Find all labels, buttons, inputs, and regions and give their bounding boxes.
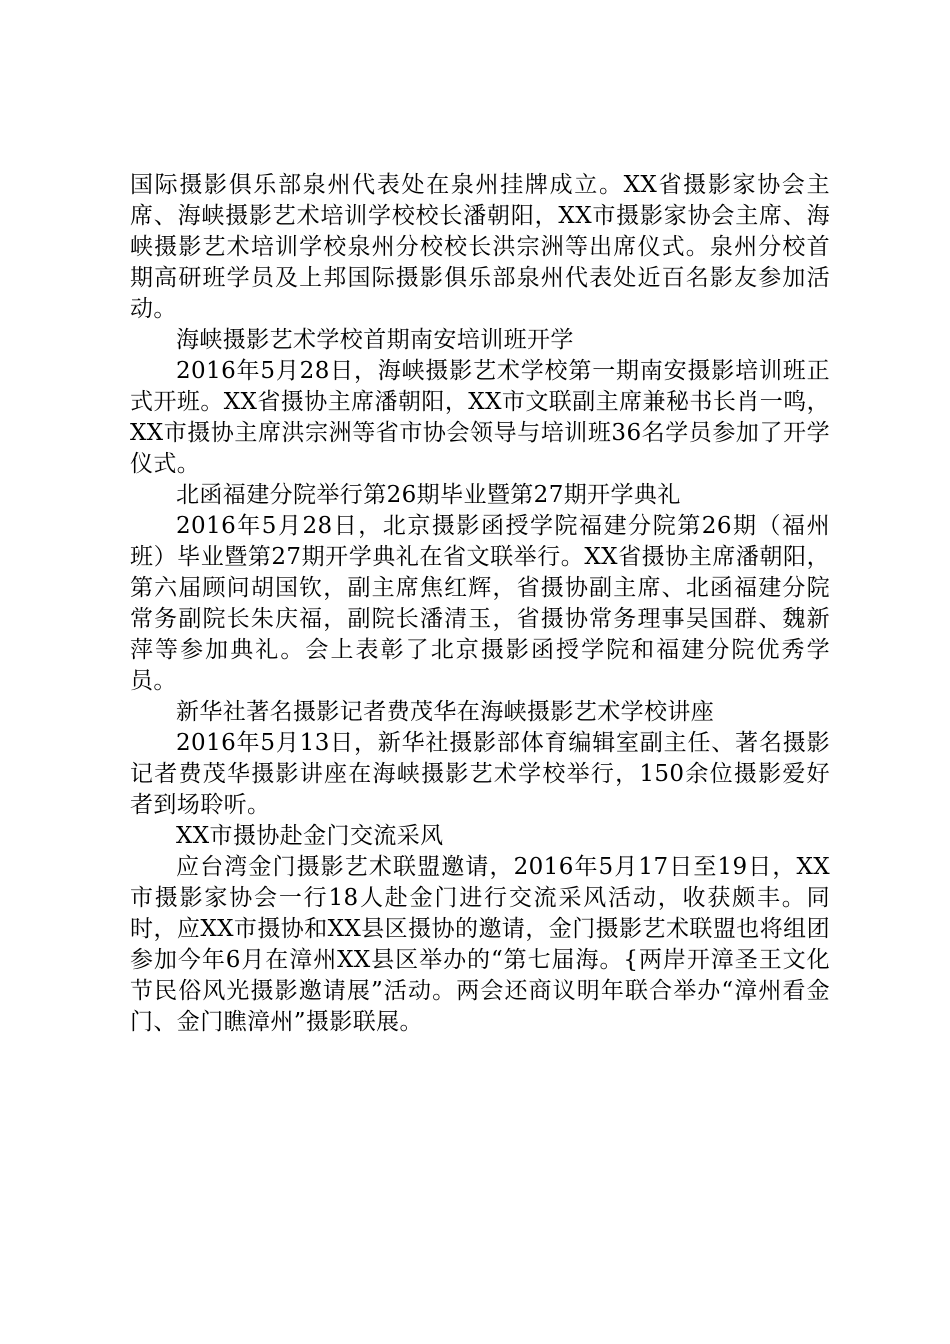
section-heading-xinhua-lecture: 新华社著名摄影记者费茂华在海峡摄影艺术学校讲座: [176, 699, 715, 725]
document-page: [130, 170, 830, 1038]
section-heading-beihan-fujian: 北函福建分院举行第26期毕业暨第27期开学典礼: [176, 482, 681, 508]
section-heading-kinmen-exchange: XX市摄协赴金门交流采风: [176, 823, 444, 849]
paragraph-body-3: 2016年5月28日，北京摄影函授学院福建分院第26期（福州班）毕业暨第27期开学典礼在省文联举行。XX省摄协主席潘朝阳，第六届顾问胡国钦，副主席焦红辉，省摄协副主席、北函福建分院常务副院长朱庆福，副院长潘清玉，省摄协常务理事吴国群、魏新萍等参加典礼。会上表彰了北京摄影函授学院和福建分院优秀学员。: [130, 513, 830, 694]
paragraph-body-1: 国际摄影俱乐部泉州代表处在泉州挂牌成立。XX省摄影家协会主席、海峡摄影艺术培训学校校长潘朝阳，XX市摄影家协会主席、海峡摄影艺术培训学校泉州分校校长洪宗洲等出席仪式。泉州分校首期高研班学员及上邦国际摄影俱乐部泉州代表处近百名影友参加活动。: [130, 172, 830, 322]
section-heading-nanan-class: 海峡摄影艺术学校首期南安培训班开学: [176, 327, 574, 353]
paragraph-body-4: 2016年5月13日，新华社摄影部体育编辑室副主任、著名摄影记者费茂华摄影讲座在海峡摄影艺术学校举行，150余位摄影爱好者到场聆听。: [130, 730, 830, 818]
paragraph-body-2: 2016年5月28日，海峡摄影艺术学校第一期南安摄影培训班正式开班。XX省摄协主席潘朝阳，XX市文联副主席兼秘书长肖一鸣，XX市摄协主席洪宗洲等省市协会领导与培训班36名学员参加了开学仪式。: [130, 358, 830, 477]
paragraph-body-5: 应台湾金门摄影艺术联盟邀请，2016年5月17日至19日，XX市摄影家协会一行18人赴金门进行交流采风活动，收获颇丰。同时，应XX市摄协和XX县区摄协的邀请，金门摄影艺术联盟也将组团参加今年6月在漳州XX县区举办的“第七届海。{两岸开漳圣王文化节民俗风光摄影邀请展”活动。两会还商议明年联合举办“漳州看金门、金门瞧漳州”摄影联展。: [130, 854, 830, 1035]
